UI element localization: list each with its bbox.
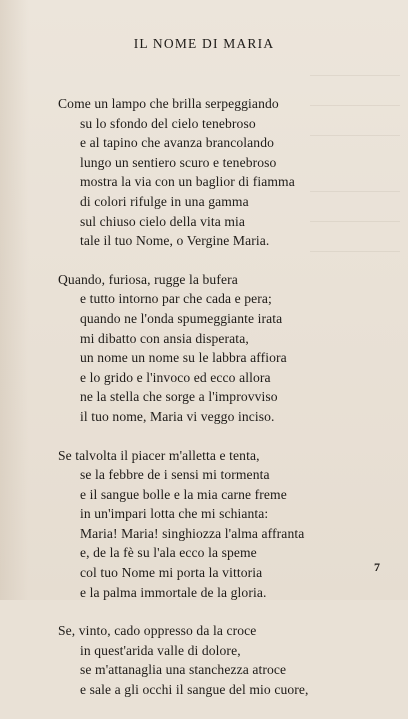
poem-line: e la palma immortale de la gloria. — [80, 584, 267, 600]
poem-line: ne la stella che sorge a l'improvviso — [80, 389, 278, 405]
poem-line: Maria! Maria! singhiozza l'alma affranta — [80, 525, 305, 541]
poem-line: il tuo nome, Maria vi veggo inciso. — [80, 408, 275, 424]
stanza-4 — [58, 621, 309, 699]
poem-line: e lo grido e l'invoco ed ecco allora — [80, 369, 271, 385]
poem-line: in un'impari lotta che mi schianta: — [80, 506, 269, 522]
stanza-3 — [58, 446, 309, 603]
poem-line: col tuo Nome mi porta la vittoria — [80, 565, 263, 581]
poem-line: tale il tuo Nome, o Vergine Maria. — [80, 233, 270, 249]
stanza-1 — [58, 94, 309, 251]
poem-line: un nome un nome su le labbra affiora — [80, 350, 287, 366]
poem-line: e il sangue bolle e la mia carne freme — [80, 486, 287, 502]
reverse-page-bleed-through — [310, 60, 400, 266]
poem-line: mostra la via con un baglior di fiamma — [80, 174, 295, 190]
poem-line: mi dibatto con ansia disperata, — [80, 330, 249, 346]
poem-line: se m'attanaglia una stanchezza atroce — [80, 662, 287, 678]
poem-line: sul chiuso cielo della vita mia — [80, 213, 246, 229]
poem-line: se la febbre de i sensi mi tormenta — [80, 467, 270, 483]
page-number: 7 — [374, 560, 380, 574]
stanza-2 — [58, 270, 309, 427]
poem-line: e sale a gli occhi il sangue del mio cuore, — [80, 682, 309, 698]
poem-line: lungo un sentiero scuro e tenebroso — [80, 154, 277, 170]
poem-line: Quando, furiosa, rugge la bufera — [58, 271, 238, 287]
poem-line: in quest'arida valle di dolore, — [80, 642, 241, 658]
poem-line: Come un lampo che brilla serpeggiando — [58, 96, 279, 111]
poem-line: su lo sfondo del cielo tenebroso — [80, 115, 256, 131]
poem-line: Se, vinto, cado oppresso da la croce — [58, 623, 257, 639]
poem-line: di colori rifulge in una gamma — [80, 193, 249, 209]
poem-line: quando ne l'onda spumeggiante irata — [80, 310, 283, 326]
poem-body — [58, 94, 309, 719]
poem-title: IL NOME DI MARIA — [133, 36, 275, 51]
poem-line: e tutto intorno par che cada e pera; — [80, 291, 272, 307]
poem-line: e, de la fè su l'ala ecco la speme — [80, 545, 257, 561]
poem-line: Se talvolta il piacer m'alletta e tenta, — [58, 447, 260, 463]
poem-line: e al tapino che avanza brancolando — [80, 135, 274, 151]
